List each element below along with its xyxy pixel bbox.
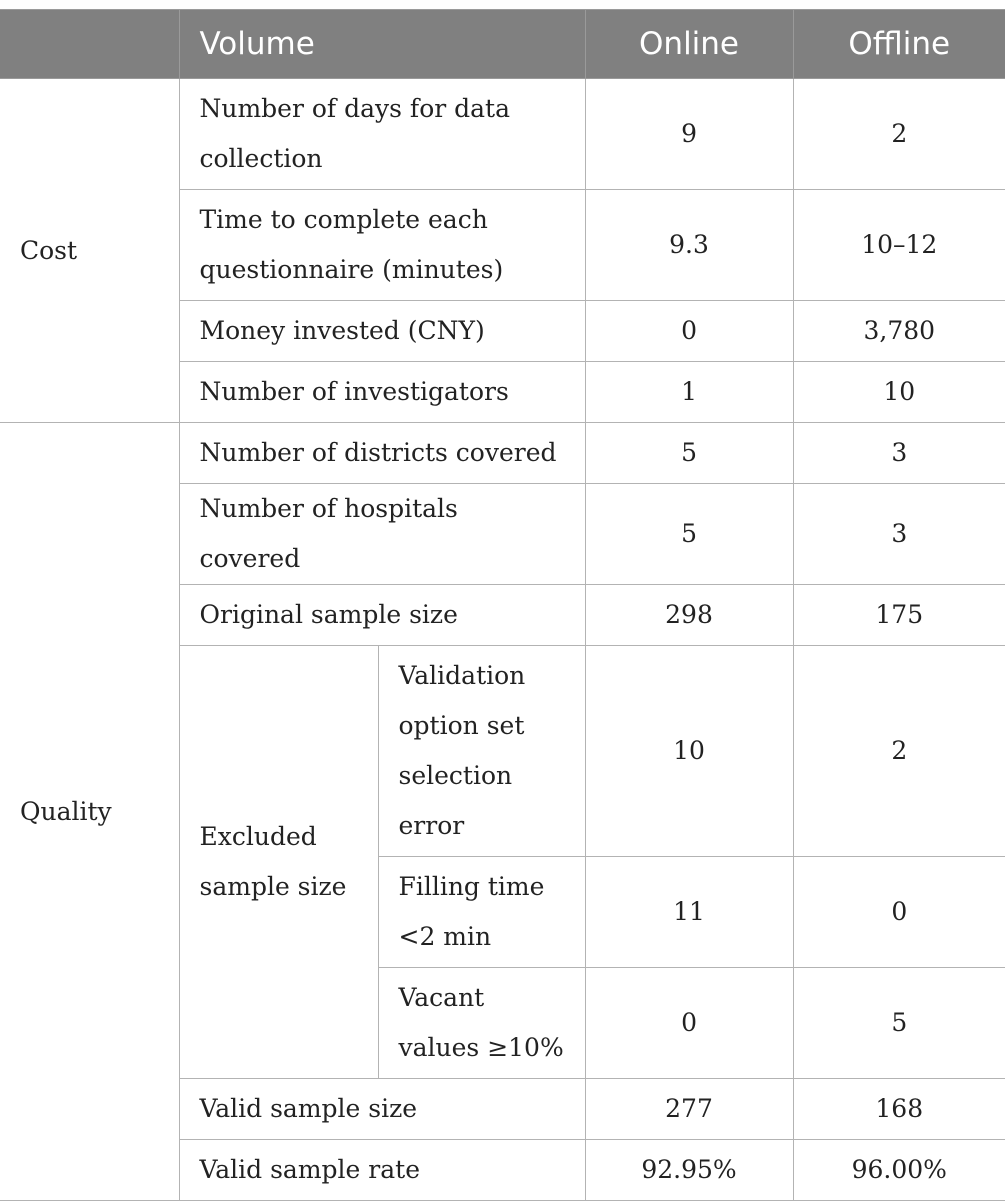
row-label: Valid sample rate [179, 1140, 585, 1201]
online-value: 9.3 [585, 190, 793, 301]
row-label: Number of days for data collection [179, 79, 585, 190]
offline-value: 3 [793, 484, 1005, 585]
row-label: Original sample size [179, 585, 585, 646]
online-value: 1 [585, 362, 793, 423]
online-value: 5 [585, 423, 793, 484]
header-blank [0, 10, 179, 79]
row-label: Validation option set selection error [378, 646, 585, 857]
online-value: 11 [585, 857, 793, 968]
offline-value: 96.00% [793, 1140, 1005, 1201]
online-value: 0 [585, 968, 793, 1079]
offline-value: 0 [793, 857, 1005, 968]
offline-value: 168 [793, 1079, 1005, 1140]
header-volume: Volume [179, 10, 585, 79]
offline-value: 10–12 [793, 190, 1005, 301]
header-row [0, 10, 1005, 79]
online-value: 277 [585, 1079, 793, 1140]
offline-value: 5 [793, 968, 1005, 1079]
group-excluded: Excluded sample size [179, 646, 378, 1079]
row-label: Number of districts covered [179, 423, 585, 484]
online-value: 298 [585, 585, 793, 646]
offline-value: 2 [793, 646, 1005, 857]
row-label: Money invested (CNY) [179, 301, 585, 362]
table-row [0, 79, 1005, 190]
offline-value: 2 [793, 79, 1005, 190]
comparison-table [0, 9, 1005, 1201]
offline-value: 10 [793, 362, 1005, 423]
offline-value: 3 [793, 423, 1005, 484]
table-row [0, 423, 1005, 484]
group-cost: Cost [0, 79, 179, 423]
row-label: Number of investigators [179, 362, 585, 423]
header-offline: Offline [793, 10, 1005, 79]
online-value: 9 [585, 79, 793, 190]
row-label: Valid sample size [179, 1079, 585, 1140]
row-label: Number of hospitals covered [179, 484, 585, 585]
row-label: Vacant values ≥10% [378, 968, 585, 1079]
row-label: Filling time <2 min [378, 857, 585, 968]
offline-value: 3,780 [793, 301, 1005, 362]
online-value: 5 [585, 484, 793, 585]
online-value: 92.95% [585, 1140, 793, 1201]
online-value: 0 [585, 301, 793, 362]
row-label: Time to complete each questionnaire (minutes) [179, 190, 585, 301]
group-quality: Quality [0, 423, 179, 1201]
online-value: 10 [585, 646, 793, 857]
offline-value: 175 [793, 585, 1005, 646]
header-online: Online [585, 10, 793, 79]
